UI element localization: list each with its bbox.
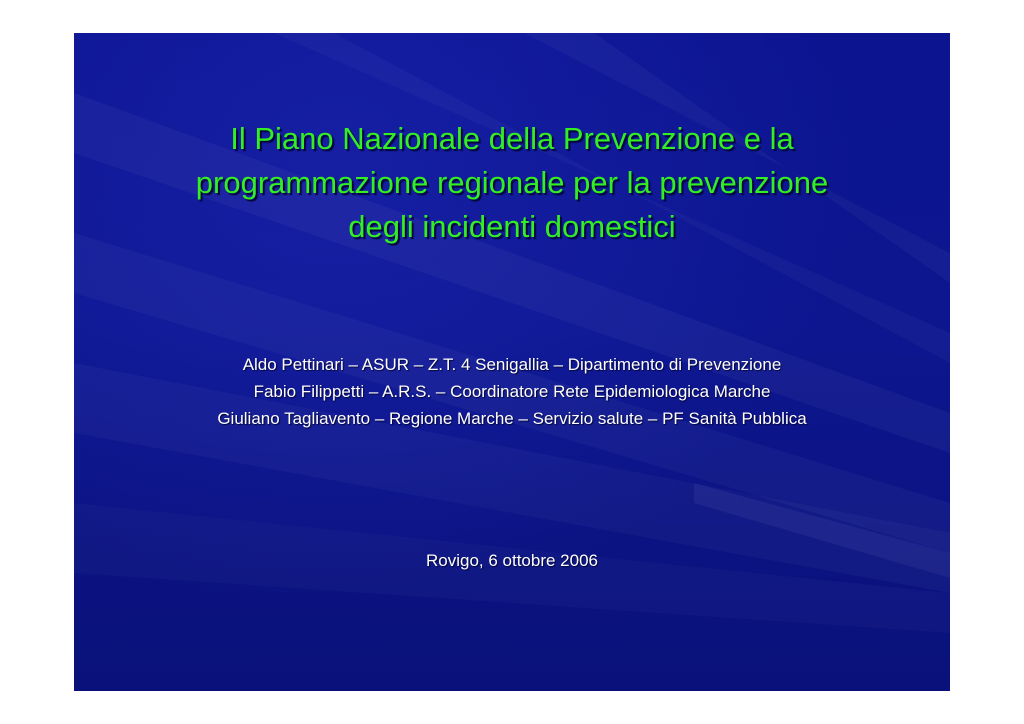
author-line-1: Aldo Pettinari – ASUR – Z.T. 4 Senigallia – Dipartimento di Prevenzione [242,355,782,374]
presentation-slide [74,33,950,691]
author-line-2: Fabio Filippetti – A.R.S. – Coordinatore Rete Epidemiologica Marche [253,382,771,401]
presentation-date: Rovigo, 6 ottobre 2006 [425,551,598,570]
authors-block [74,351,950,432]
title-line-3: degli incidenti domestici [348,209,676,244]
slide-title [74,117,950,249]
author-line-3: Giuliano Tagliavento – Regione Marche – Servizio salute – PF Sanità Pubblica [217,409,807,428]
title-line-1: Il Piano Nazionale della Prevenzione e la [230,121,794,156]
title-line-2: programmazione regionale per la prevenzione [195,165,829,200]
